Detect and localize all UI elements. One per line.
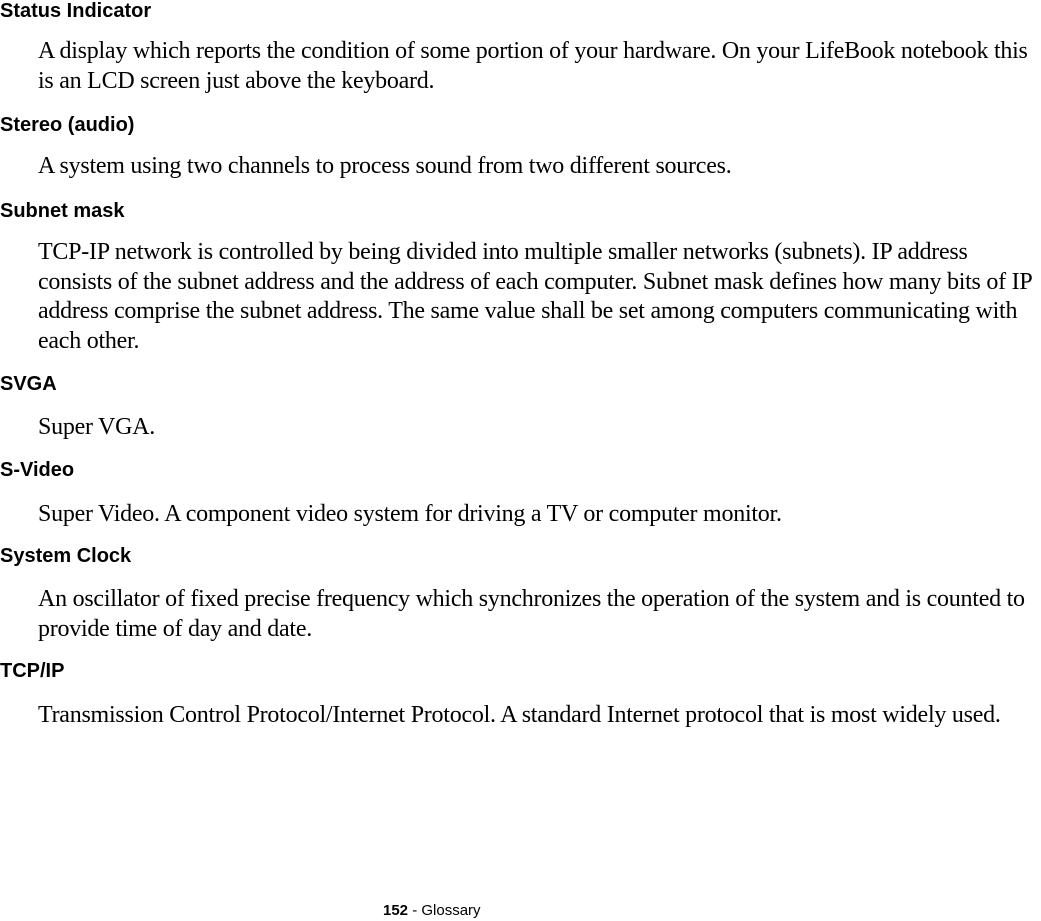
term-s-video: S-Video [0,459,75,481]
footer-section-title: Glossary [421,902,481,919]
definition-s-video: Super Video. A component video system for driving a TV or computer monitor. [38,501,782,527]
term-tcp-ip: TCP/IP [0,660,65,682]
footer-separator: - [408,902,422,919]
term-svga: SVGA [0,373,57,395]
definition-subnet-mask: TCP-IP network is controlled by being divided into multiple smaller networks (subnets). IP address consists of the subnet address and the address of each computer. Subnet mask defines how many bits of IP address comprise the subnet address. The same value shall be set among computers communicating with each other. [38,239,1032,354]
definition-status-indicator: A display which reports the condition of some portion of your hardware. On your LifeBook notebook this is an LCD screen just above the keyboard. [38,38,1028,94]
term-status-indicator: Status Indicator [0,0,152,22]
definition-svga: Super VGA. [38,414,156,440]
term-system-clock: System Clock [0,545,132,567]
term-stereo-audio: Stereo (audio) [0,114,135,136]
definition-tcp-ip: Transmission Control Protocol/Internet Protocol. A standard Internet protocol that is most widely used. [38,702,1001,728]
page-footer [383,902,481,920]
definition-stereo-audio: A system using two channels to process sound from two different sources. [38,153,732,179]
page-number: 152 [383,902,409,919]
term-subnet-mask: Subnet mask [0,200,125,222]
definition-system-clock: An oscillator of fixed precise frequency which synchronizes the operation of the system and is counted to provide time of day and date. [38,586,1025,642]
